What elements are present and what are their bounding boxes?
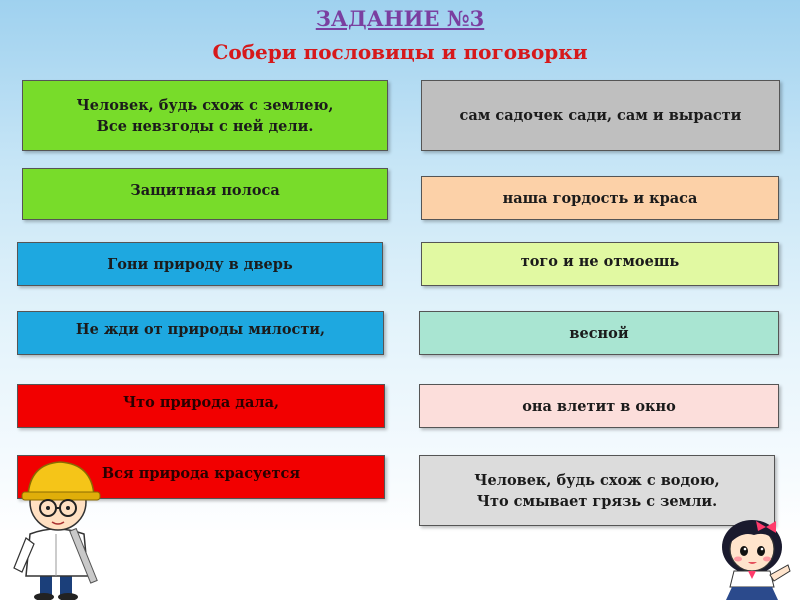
right-card-4-text: весной bbox=[569, 324, 629, 342]
left-card-4-text: Не жди от природы милости, bbox=[75, 320, 326, 338]
left-card-5-text: Что природа дала, bbox=[122, 393, 280, 411]
right-card-2[interactable] bbox=[421, 176, 779, 220]
cartoon-boy-icon bbox=[6, 450, 118, 600]
right-card-3[interactable] bbox=[421, 242, 779, 286]
right-card-2-text: наша гордость и краса bbox=[502, 189, 698, 207]
right-card-6-text: Человек, будь схож с водою, Что смывает грязь с земли. bbox=[474, 471, 720, 510]
right-card-3-text: того и не отмоешь bbox=[520, 252, 680, 270]
right-card-1[interactable] bbox=[421, 80, 780, 151]
task-subtitle: Собери пословицы и поговорки bbox=[212, 40, 588, 64]
task-title: ЗАДАНИЕ №3 bbox=[315, 6, 485, 31]
left-card-6-text: Вся природа красуется bbox=[101, 464, 301, 482]
right-card-4[interactable] bbox=[419, 311, 779, 355]
left-card-1-text: Человек, будь схож с землею, Все невзгоды с ней дели. bbox=[76, 96, 334, 135]
left-card-2-text: Защитная полоса bbox=[130, 181, 280, 199]
left-card-2[interactable] bbox=[22, 168, 388, 220]
left-card-3[interactable] bbox=[17, 242, 383, 286]
right-card-5[interactable] bbox=[419, 384, 779, 428]
background-bottom bbox=[0, 530, 800, 600]
left-card-1[interactable] bbox=[22, 80, 388, 151]
left-card-4[interactable] bbox=[17, 311, 384, 355]
left-card-5[interactable] bbox=[17, 384, 385, 428]
right-card-5-text: она влетит в окно bbox=[522, 397, 676, 415]
cartoon-girl-icon bbox=[712, 515, 800, 600]
left-card-3-text: Гони природу в дверь bbox=[107, 255, 293, 273]
right-card-1-text: сам садочек сади, сам и вырасти bbox=[459, 107, 742, 124]
